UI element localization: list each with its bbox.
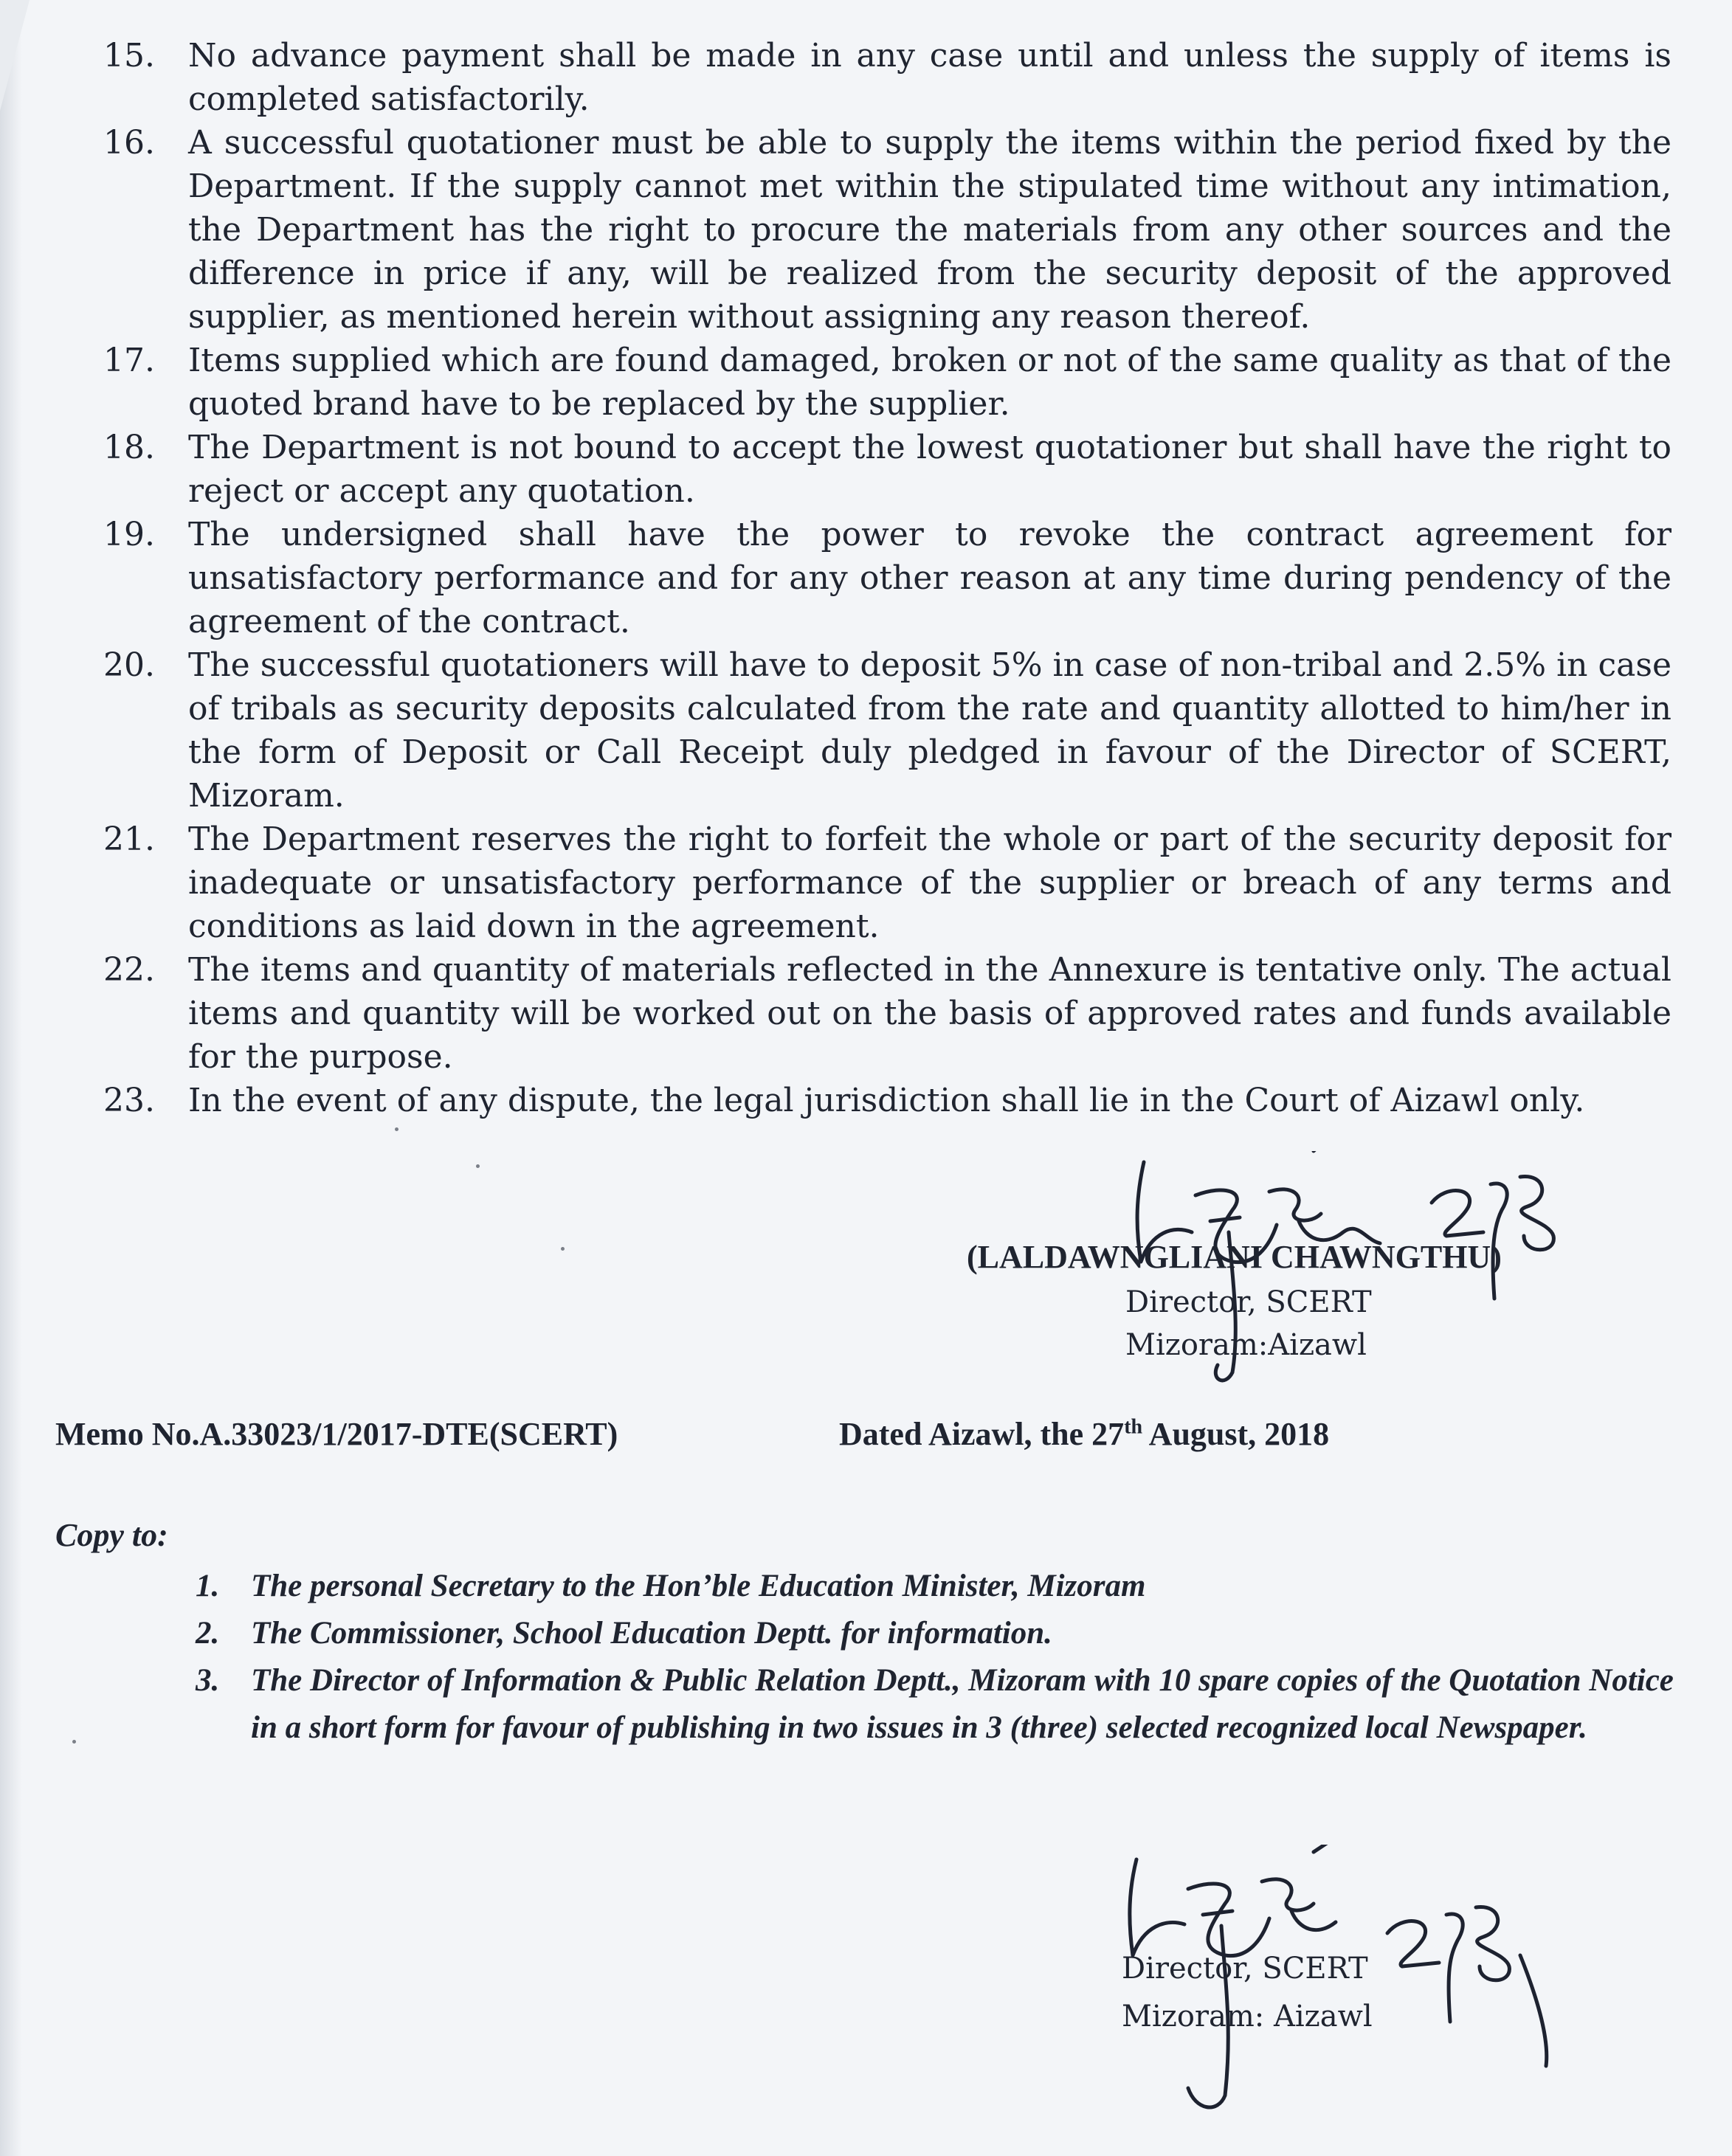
condition-text: A successful quotationer must be able to supply the items within the period fixed by the Department. If the supply cannot met within the stipulated time without any intimation, the Department has the right to procure the materials from any other sources and the difference in price if any, will be realized from the security deposit of the approved supplier, as mentioned herein without assigning any reason thereof.: [188, 124, 1671, 336]
copy-to-item: [196, 1610, 1675, 1657]
memo-date-suffix: th: [1124, 1415, 1143, 1439]
condition-text: The items and quantity of materials reflected in the Annexure is tentative only. The actual items and quantity will be worked out on the basis of approved rates and funds available for the purpose.: [188, 951, 1671, 1076]
signer-title: Director, SCERT: [1125, 1285, 1372, 1319]
conditions-list: [103, 34, 1671, 1122]
condition-text: In the event of any dispute, the legal jurisdiction shall lie in the Court of Aizawl only.: [188, 1082, 1585, 1119]
condition-number: 22.: [103, 951, 155, 989]
footer-signer-title: Director, SCERT: [1122, 1952, 1368, 1986]
condition-item: [103, 948, 1671, 1079]
condition-number: 21.: [103, 820, 155, 858]
memo-date-prefix: Dated Aizawl, the 27: [839, 1416, 1125, 1452]
copy-to-list: [196, 1563, 1675, 1752]
copy-to-item: [196, 1563, 1675, 1610]
copy-to-number: 1.: [196, 1569, 220, 1603]
condition-number: 18.: [103, 429, 155, 466]
memo-date: [839, 1415, 1329, 1453]
condition-text: The undersigned shall have the power to revoke the contract agreement for unsatisfactory performance and for any other reason at any time during pendency of the agreement of the contract.: [188, 516, 1671, 640]
copy-to-text: The personal Secretary to the Hon’ble Education Minister, Mizoram: [251, 1569, 1146, 1603]
condition-number: 15.: [103, 37, 155, 75]
signer-name: (LALDAWNGLIANI CHAWNGTHU): [967, 1239, 1502, 1275]
page-edge-shadow: [0, 0, 22, 2156]
condition-text: The Department is not bound to accept the lowest quotationer but shall have the right to reject or accept any quotation.: [188, 429, 1671, 510]
scan-speck: [561, 1247, 565, 1251]
signer-place: Mizoram:Aizawl: [1125, 1328, 1367, 1362]
memo-line: [55, 1415, 1679, 1459]
signature-block: [967, 1151, 1616, 1387]
copy-to-item: [196, 1657, 1675, 1752]
copy-to-text: The Commissioner, School Education Deptt. for information.: [251, 1616, 1052, 1651]
condition-text: No advance payment shall be made in any case until and unless the supply of items is completed satisfactorily.: [188, 37, 1671, 118]
condition-text: Items supplied which are found damaged, broken or not of the same quality as that of the quoted brand have to be replaced by the supplier.: [188, 342, 1671, 423]
condition-item: [103, 643, 1671, 818]
condition-item: [103, 513, 1671, 643]
condition-item: [103, 121, 1671, 339]
condition-item: [103, 426, 1671, 513]
condition-number: 17.: [103, 342, 155, 379]
condition-text: The successful quotationers will have to deposit 5% in case of non-tribal and 2.5% in case of tribals as security deposits calculated from the rate and quantity allotted to him/her in the form of Deposit or Call Receipt duly pledged in favour of the Director of SCERT, Mizoram.: [188, 646, 1671, 815]
scan-speck: [395, 1127, 399, 1131]
copy-to-heading: Copy to:: [55, 1517, 168, 1553]
condition-item: [103, 1079, 1671, 1122]
copy-to-number: 2.: [196, 1616, 220, 1651]
condition-number: 16.: [103, 124, 155, 162]
condition-text: The Department reserves the right to forfeit the whole or part of the security deposit for inadequate or unsatisfactory performance of the supplier or breach of any terms and conditions as laid down in the agreement.: [188, 820, 1671, 945]
condition-item: [103, 339, 1671, 426]
memo-date-rest: August, 2018: [1142, 1416, 1330, 1452]
condition-item: [103, 34, 1671, 121]
memo-number: Memo No.A.33023/1/2017-DTE(SCERT): [55, 1416, 618, 1452]
copy-to-text: The Director of Information & Public Relation Deptt., Mizoram with 10 spare copies of the Quotation Notice in a short form for favour of publishing in two issues in 3 (three) selected recognized local Newspaper.: [251, 1663, 1674, 1745]
condition-item: [103, 818, 1671, 948]
corner-fold: [0, 0, 30, 111]
footer-signature-block: [1107, 1845, 1624, 2125]
scan-speck: [476, 1164, 480, 1168]
condition-number: 19.: [103, 516, 155, 553]
footer-signer-place: Mizoram: Aizawl: [1122, 2000, 1373, 2034]
copy-to-number: 3.: [196, 1663, 220, 1698]
condition-number: 20.: [103, 646, 155, 684]
scan-speck: [72, 1740, 76, 1744]
condition-number: 23.: [103, 1082, 155, 1119]
